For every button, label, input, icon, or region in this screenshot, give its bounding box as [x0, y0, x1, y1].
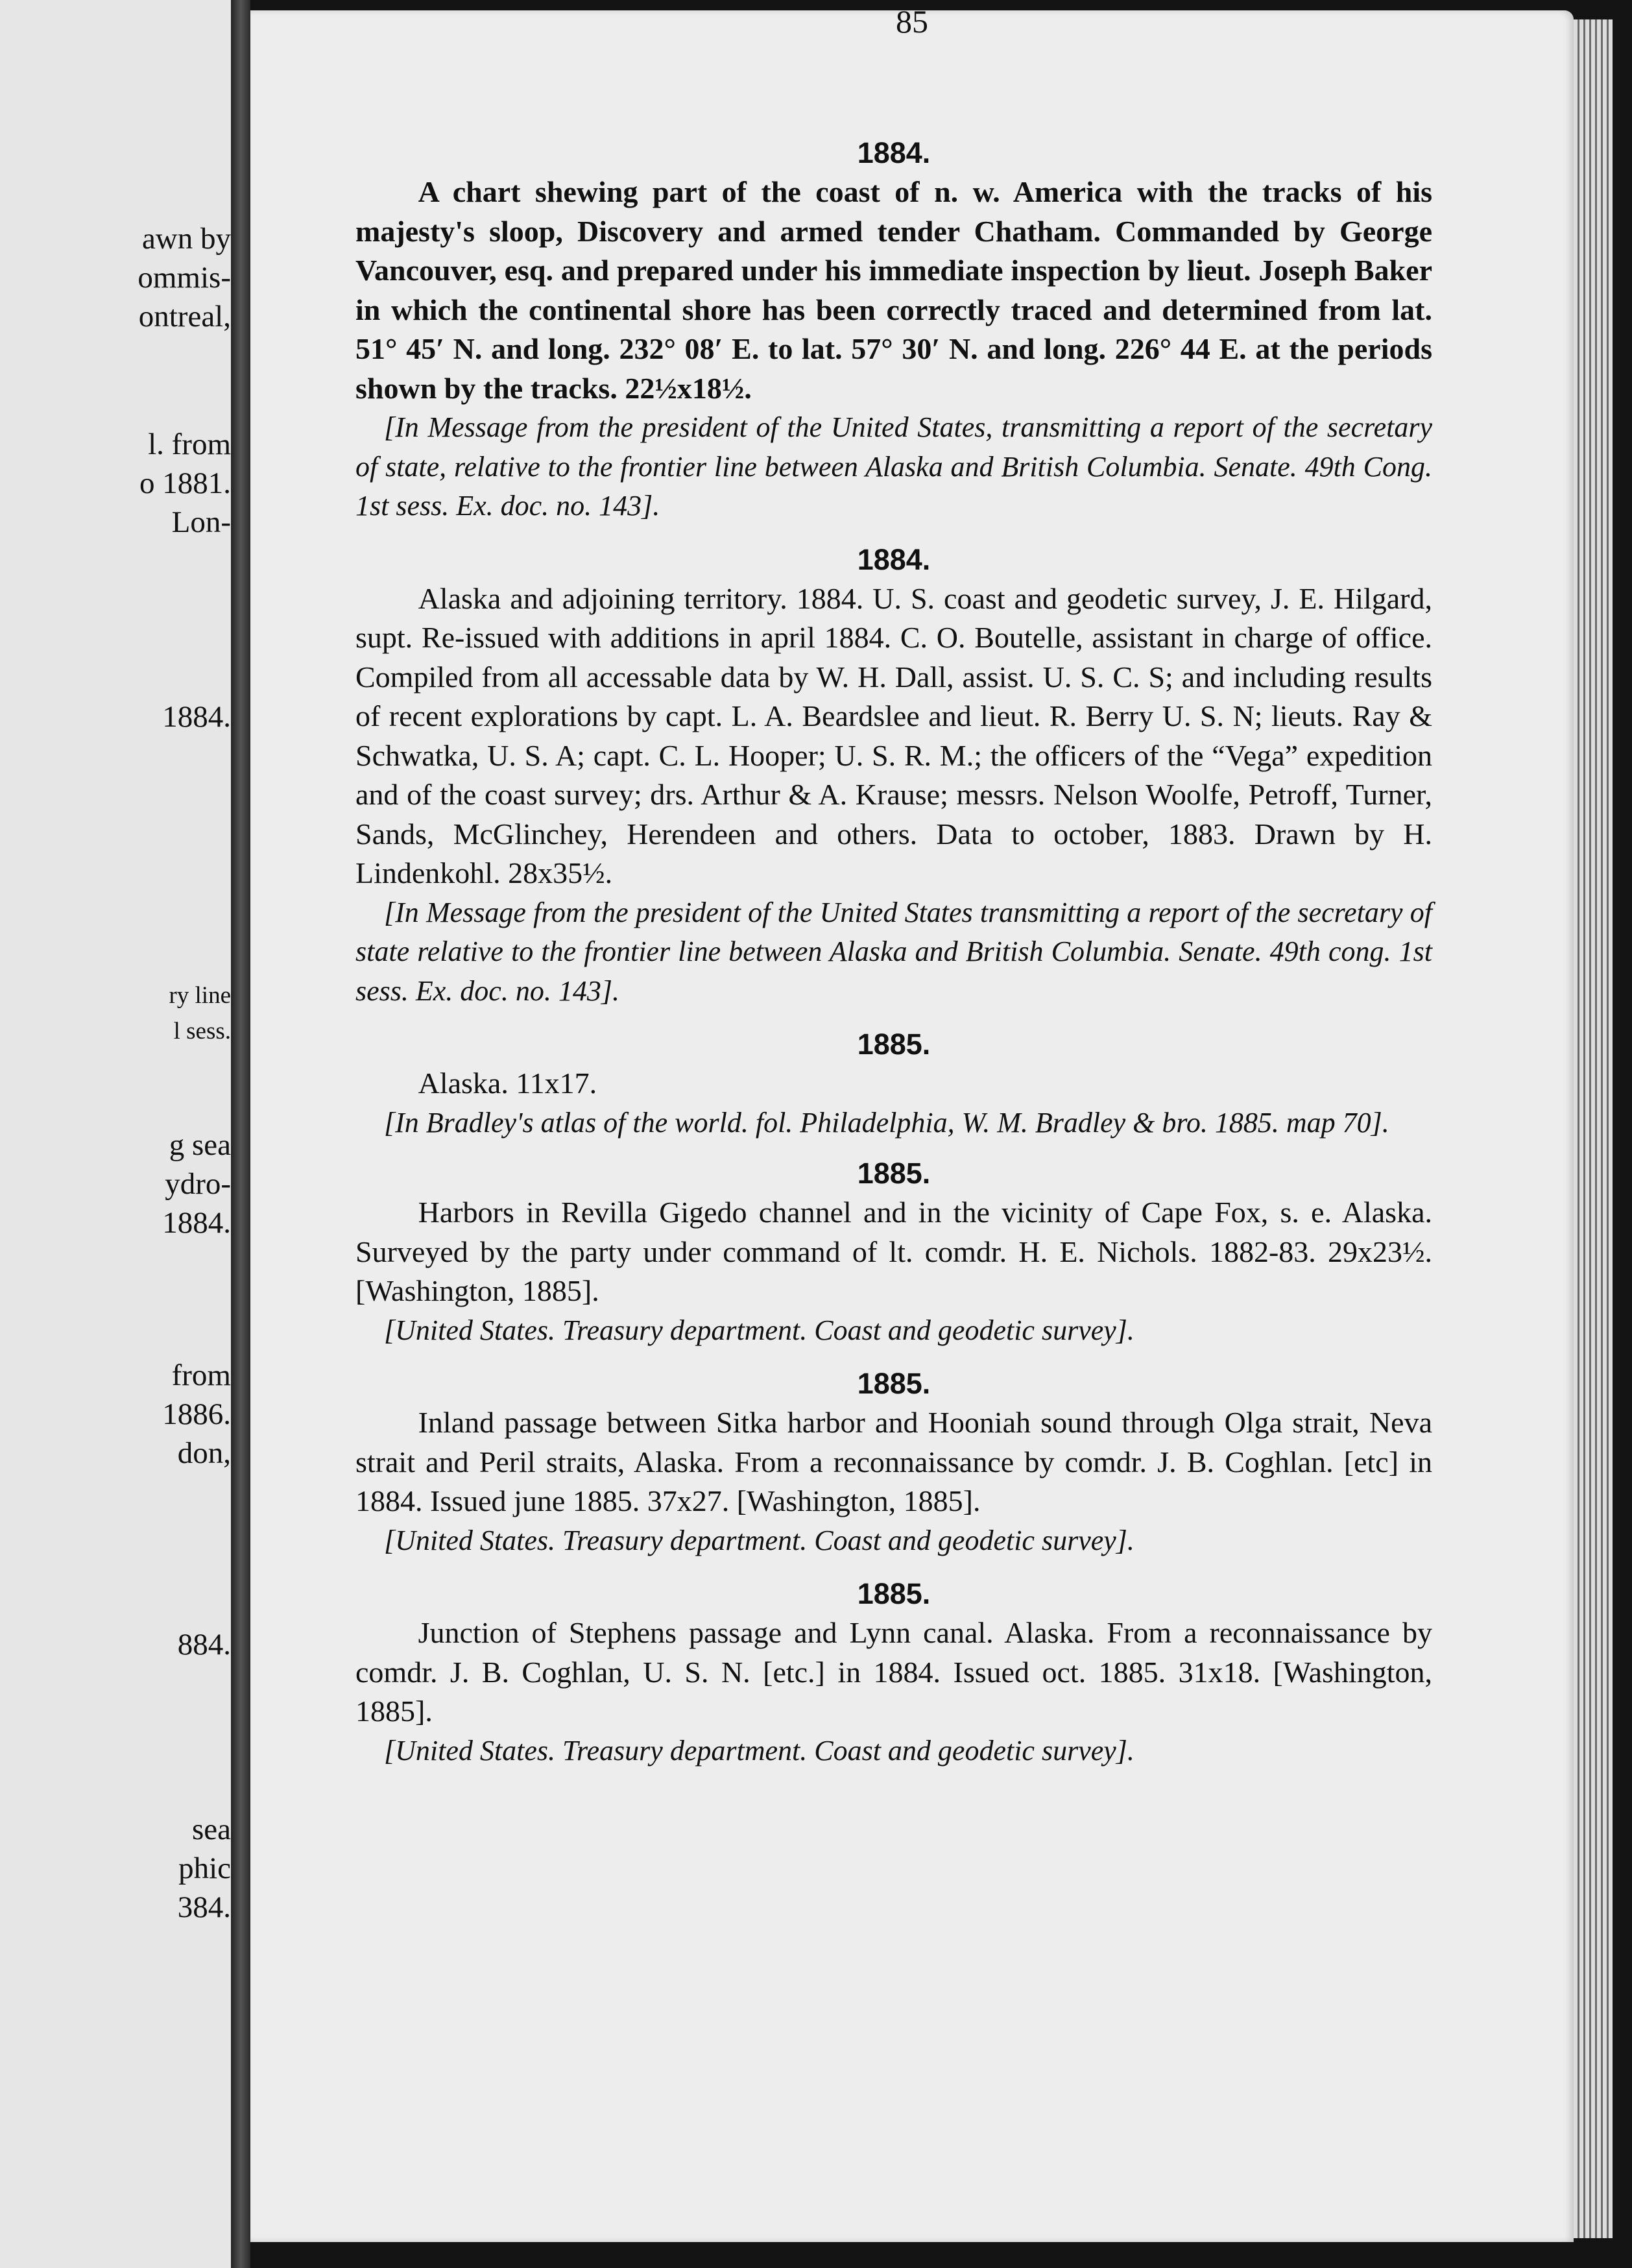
left-page-text-fragment: ontreal,: [138, 300, 231, 333]
entry-year-heading: 1885.: [857, 1028, 931, 1061]
entry-source-note: [United States. Treasury department. Coast and geodetic survey].: [384, 1734, 1134, 1767]
left-page-text-fragment: g sea: [169, 1128, 231, 1162]
page-edges: [1574, 19, 1613, 2238]
entry-source-note: [In Bradley's atlas of the world. fol. Philadelphia, W. M. Bradley & bro. 1885. map 70].: [384, 1106, 1389, 1139]
entry-year-heading: 1884.: [857, 136, 931, 169]
entry-description: Junction of Stephens passage and Lynn canal. Alaska. From a reconnaissance by comdr. J. B. Coghlan, U. S. N. [etc.] in 1884. Issued oct. 1885. 31x18. [Washington, 1885].: [355, 1616, 1432, 1728]
entry-year-heading: 1884.: [857, 542, 931, 576]
entry-source-note: [In Message from the president of the United States, transmitting a report of the secretary of state, relative to the frontier line between Alaska and British Columbia. Senate. 49th Cong. 1st sess. Ex. doc. no. 143].: [355, 411, 1432, 522]
left-page-text-fragment: ry line: [169, 982, 231, 1009]
page-content: [355, 134, 1432, 1770]
left-page-text-fragment: Lon-: [171, 505, 231, 539]
left-page-text-fragment: l. from: [148, 428, 231, 461]
entry-year-heading: 1885.: [857, 1577, 931, 1610]
catalog-entry: [355, 1574, 1432, 1770]
left-page-text-fragment: ydro-: [165, 1167, 231, 1201]
left-page-text-fragment: awn by: [141, 222, 231, 256]
entry-description: Inland passage between Sitka harbor and Hooniah sound through Olga strait, Neva strait and Peril straits, Alaska. From a reconnaissance by comdr. J. B. Coghlan. [etc] in 1884. Issued june 1885. 37x27. [Washington, 1885].: [355, 1406, 1432, 1517]
left-page-text-fragment: 384.: [177, 1890, 231, 1924]
left-page-text-fragment: 1886.: [162, 1397, 231, 1431]
previous-page-fragment: [0, 0, 231, 2268]
catalog-entry: [355, 1364, 1432, 1560]
entry-year-heading: 1885.: [857, 1157, 931, 1190]
catalog-entry: [355, 540, 1432, 1011]
entry-description: Harbors in Revilla Gigedo channel and in the vicinity of Cape Fox, s. e. Alaska. Surveyed by the party under command of lt. comdr. H. E. Nichols. 1882-83. 29x23½. [Washington, 1885].: [355, 1196, 1432, 1307]
entry-year-heading: 1885.: [857, 1367, 931, 1400]
book-page: [250, 3, 1574, 2242]
left-page-text-fragment: l sess.: [173, 1018, 231, 1044]
left-page-text-fragment: o 1881.: [139, 466, 231, 500]
catalog-entry: [355, 134, 1432, 526]
left-page-text-fragment: sea: [191, 1813, 231, 1846]
catalog-entry: [355, 1025, 1432, 1142]
entry-source-note: [United States. Treasury department. Coast and geodetic survey].: [384, 1524, 1134, 1556]
left-page-text-fragment: phic: [178, 1852, 231, 1885]
left-page-text-fragment: from: [171, 1358, 231, 1392]
entry-source-note: [United States. Treasury department. Coast and geodetic survey].: [384, 1314, 1134, 1346]
catalog-entry: [355, 1154, 1432, 1350]
left-page-text-fragment: don,: [177, 1436, 231, 1470]
entry-description: Alaska and adjoining territory. 1884. U. S. coast and geodetic survey, J. E. Hilgard, supt. Re-issued with additions in april 1884. C. O. Boutelle, assistant in charge of office. Compiled from all accessable data by W. H. Dall, assist. U. S. C. S; and including results of recent explorations by capt. L. A. Beardslee and lieut. R. Berry U. S. N; lieuts. Ray & Schwatka, U. S. A; capt. C. L. Hooper; U. S. R. M.; the officers of the “Vega” expedition and of the coast survey; drs. Arthur & A. Krause; messrs. Nelson Woolfe, Petroff, Turner, Sands, McGlinchey, Herendeen and others. Data to october, 1883. Drawn by H. Lindenkohl. 28x35½.: [355, 581, 1432, 889]
page-number: 85: [896, 3, 928, 40]
left-page-text-fragment: ommis-: [138, 261, 231, 295]
entry-source-note: [In Message from the president of the United States transmitting a report of the secretary of state relative to the frontier line between Alaska and British Columbia. Senate. 49th cong. 1st sess. Ex. doc. no. 143].: [355, 896, 1432, 1007]
left-page-text-fragment: 1884.: [162, 700, 231, 734]
left-page-text-fragment: 1884.: [162, 1206, 231, 1240]
entry-description: Alaska. 11x17.: [418, 1067, 597, 1100]
left-page-text-fragment: 884.: [177, 1628, 231, 1661]
book-gutter: [231, 0, 250, 2268]
entry-description: A chart shewing part of the coast of n. w. America with the tracks of his majesty's sloop, Discovery and armed tender Chatham. Commanded by George Vancouver, esq. and prepared under his immediate inspection by lieut. Joseph Baker in which the continental shore has been correctly traced and determined from lat. 51° 45′ N. and long. 232° 08′ E. to lat. 57° 30′ N. and long. 226° 44 E. at the periods shown by the tracks. 22½x18½.: [355, 175, 1432, 405]
